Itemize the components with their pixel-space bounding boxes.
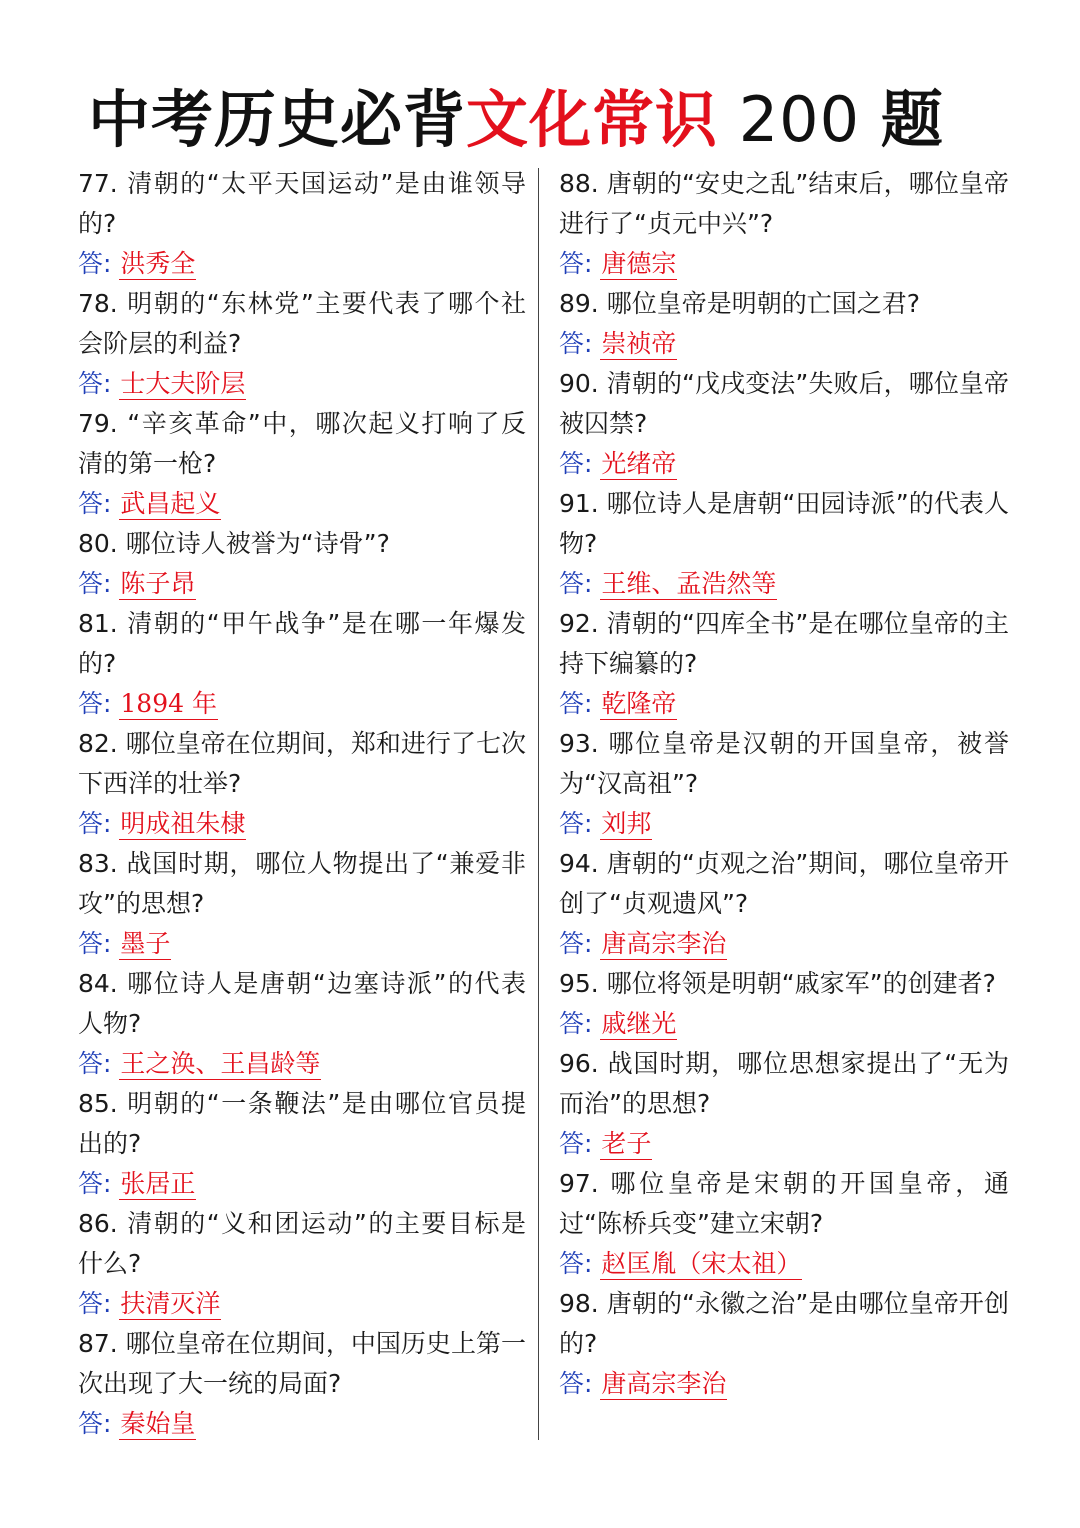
answer-line	[78, 364, 526, 404]
question-text: 83. 战国时期，哪位人物提出了“兼爱非攻”的思想?	[78, 849, 526, 918]
answer-label: 答:	[559, 809, 593, 838]
question-text: 91. 哪位诗人是唐朝“田园诗派”的代表人物?	[559, 489, 1009, 558]
answer-line	[559, 444, 1009, 484]
question-text: 90. 清朝的“戊戌变法”失败后，哪位皇帝被囚禁?	[559, 369, 1009, 438]
answer-line	[78, 244, 526, 284]
title-part-4: 题	[880, 83, 944, 156]
answer-text: 王维、孟浩然等	[601, 569, 777, 598]
answer-line	[78, 1164, 526, 1204]
question-text: 97. 哪位皇帝是宋朝的开国皇帝，通过“陈桥兵变”建立宋朝?	[559, 1169, 1009, 1238]
question-text: 80. 哪位诗人被誉为“诗骨”?	[78, 529, 390, 558]
answer-label: 答:	[78, 929, 112, 958]
answer-text: 唐高宗李治	[601, 929, 727, 958]
answer-label: 答:	[559, 929, 593, 958]
answer-line	[78, 484, 526, 524]
answer-line	[559, 924, 1009, 964]
answer-label: 答:	[78, 369, 112, 398]
answer-text: 崇祯帝	[601, 329, 677, 358]
answer-line	[78, 684, 526, 724]
question-text: 89. 哪位皇帝是明朝的亡国之君?	[559, 289, 920, 318]
question-text: 94. 唐朝的“贞观之治”期间，哪位皇帝开创了“贞观遗风”?	[559, 849, 1009, 918]
answer-label: 答:	[78, 809, 112, 838]
answer-text: 唐德宗	[601, 249, 677, 278]
answer-text: 1894 年	[120, 689, 217, 718]
answer-line	[559, 564, 1009, 604]
left-column	[78, 164, 526, 1444]
question-text: 78. 明朝的“东林党”主要代表了哪个社会阶层的利益?	[78, 289, 526, 358]
answer-text: 洪秀全	[120, 249, 196, 278]
question-text: 92. 清朝的“四库全书”是在哪位皇帝的主持下编纂的?	[559, 609, 1009, 678]
question-text: 77. 清朝的“太平天国运动”是由谁领导的?	[78, 169, 526, 238]
question-text: 93. 哪位皇帝是汉朝的开国皇帝，被誉为“汉高祖”?	[559, 729, 1009, 798]
page-title	[88, 78, 944, 162]
title-part-3: 200	[718, 83, 881, 156]
answer-line	[559, 324, 1009, 364]
answer-text: 墨子	[120, 929, 171, 958]
answer-label: 答:	[559, 249, 593, 278]
answer-label: 答:	[78, 489, 112, 518]
answer-text: 陈子昂	[120, 569, 196, 598]
answer-text: 赵匡胤（宋太祖）	[601, 1249, 802, 1278]
answer-text: 戚继光	[601, 1009, 677, 1038]
question-text: 84. 哪位诗人是唐朝“边塞诗派”的代表人物?	[78, 969, 526, 1038]
answer-line	[78, 1044, 526, 1084]
answer-line	[559, 1364, 1009, 1404]
answer-text: 光绪帝	[601, 449, 677, 478]
answer-line	[559, 684, 1009, 724]
question-text: 81. 清朝的“甲午战争”是在哪一年爆发的?	[78, 609, 526, 678]
answer-label: 答:	[78, 569, 112, 598]
answer-text: 张居正	[120, 1169, 196, 1198]
column-divider	[538, 168, 539, 1440]
answer-line	[559, 1004, 1009, 1044]
answer-label: 答:	[559, 1249, 593, 1278]
answer-text: 王之涣、王昌龄等	[120, 1049, 321, 1078]
answer-label: 答:	[78, 1169, 112, 1198]
answer-label: 答:	[78, 689, 112, 718]
answer-text: 乾隆帝	[601, 689, 677, 718]
question-text: 86. 清朝的“义和团运动”的主要目标是什么?	[78, 1209, 526, 1278]
answer-label: 答:	[559, 1009, 593, 1038]
answer-text: 武昌起义	[120, 489, 221, 518]
answer-text: 老子	[601, 1129, 652, 1158]
answer-label: 答:	[559, 1369, 593, 1398]
answer-label: 答:	[78, 249, 112, 278]
question-text: 85. 明朝的“一条鞭法”是由哪位官员提出的?	[78, 1089, 526, 1158]
answer-line	[559, 244, 1009, 284]
title-part-2: 文化常识	[466, 83, 719, 156]
question-text: 95. 哪位将领是明朝“戚家军”的创建者?	[559, 969, 996, 998]
answer-text: 秦始皇	[120, 1409, 196, 1438]
answer-label: 答:	[559, 569, 593, 598]
question-text: 96. 战国时期，哪位思想家提出了“无为而治”的思想?	[559, 1049, 1009, 1118]
question-text: 87. 哪位皇帝在位期间，中国历史上第一次出现了大一统的局面?	[78, 1329, 526, 1398]
answer-line	[559, 1124, 1009, 1164]
answer-text: 唐高宗李治	[601, 1369, 727, 1398]
answer-text: 明成祖朱棣	[120, 809, 246, 838]
answer-label: 答:	[559, 449, 593, 478]
title-part-1: 中考历史必背	[88, 83, 467, 156]
answer-text: 士大夫阶层	[120, 369, 246, 398]
question-text: 88. 唐朝的“安史之乱”结束后，哪位皇帝进行了“贞元中兴”?	[559, 169, 1009, 238]
answer-text: 扶清灭洋	[120, 1289, 221, 1318]
answer-line	[78, 924, 526, 964]
answer-line	[559, 1244, 1009, 1284]
answer-line	[78, 564, 526, 604]
answer-label: 答:	[559, 689, 593, 718]
question-text: 82. 哪位皇帝在位期间，郑和进行了七次下西洋的壮举?	[78, 729, 526, 798]
question-text: 98. 唐朝的“永徽之治”是由哪位皇帝开创的?	[559, 1289, 1009, 1358]
answer-text: 刘邦	[601, 809, 652, 838]
answer-label: 答:	[78, 1289, 112, 1318]
answer-line	[78, 804, 526, 844]
answer-line	[78, 1284, 526, 1324]
answer-label: 答:	[559, 329, 593, 358]
right-column	[559, 164, 1009, 1404]
answer-label: 答:	[78, 1049, 112, 1078]
answer-line	[559, 804, 1009, 844]
answer-label: 答:	[559, 1129, 593, 1158]
question-text: 79. “辛亥革命”中，哪次起义打响了反清的第一枪?	[78, 409, 526, 478]
answer-label: 答:	[78, 1409, 112, 1438]
answer-line	[78, 1404, 526, 1444]
